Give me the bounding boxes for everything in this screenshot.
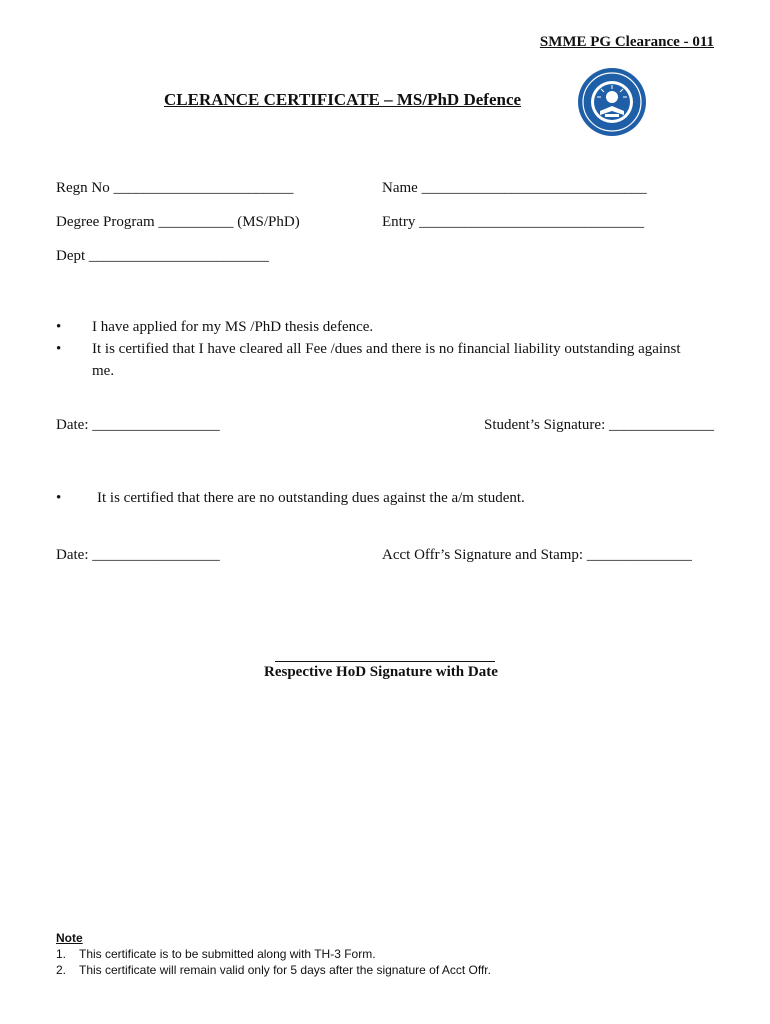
declaration-item: • It is certified that there are no outstanding dues against the a/m student. [56, 487, 716, 509]
note-title: Note [56, 931, 83, 945]
acct-date-field[interactable]: Date: _________________ [56, 547, 220, 563]
accounts-declaration [56, 487, 716, 509]
note-item: 1. This certificate is to be submitted along with TH-3 Form. [56, 947, 376, 961]
hod-signature-label: Respective HoD Signature with Date [264, 664, 498, 680]
student-signature-field[interactable]: Student’s Signature: ______________ [484, 417, 714, 433]
entry-field[interactable]: Entry ______________________________ [382, 214, 645, 230]
student-date-field[interactable]: Date: _________________ [56, 417, 220, 433]
declaration-item-continued: me. [92, 363, 115, 379]
bullet-icon: • [56, 319, 62, 335]
university-seal-icon [572, 67, 652, 137]
regn-no-field[interactable]: Regn No ________________________ [56, 180, 294, 196]
bullet-icon: • [56, 341, 62, 357]
note-section [56, 930, 491, 978]
declaration-item: • It is certified that I have cleared all Fee /dues and there is no financial liability outstanding against [56, 338, 716, 360]
note-item: 2. This certificate will remain valid only for 5 days after the signature of Acct Offr. [56, 963, 491, 977]
dept-field[interactable]: Dept ________________________ [56, 248, 269, 264]
declaration-item: • I have applied for my MS /PhD thesis defence. [56, 316, 716, 338]
student-declarations [56, 316, 716, 382]
page-title: CLERANCE CERTIFICATE – MS/PhD Defence [164, 90, 522, 109]
form-reference: SMME PG Clearance - 011 [539, 34, 714, 50]
degree-program-field[interactable]: Degree Program __________ (MS/PhD) [56, 214, 300, 230]
acct-signature-field[interactable]: Acct Offr’s Signature and Stamp: ______________ [382, 547, 692, 563]
hod-signature-line[interactable] [275, 645, 495, 662]
name-field[interactable]: Name ______________________________ [382, 180, 647, 196]
bullet-icon: • [56, 490, 62, 506]
